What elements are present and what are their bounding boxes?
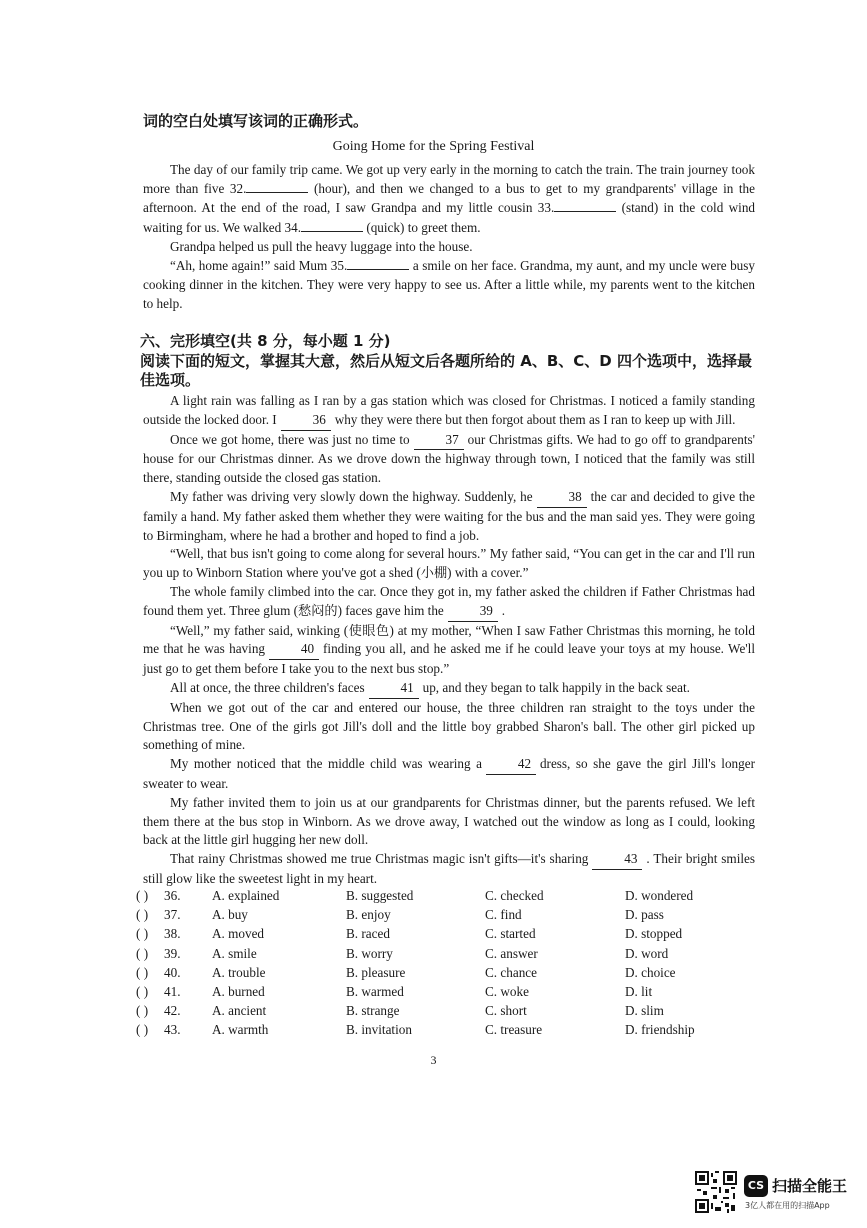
- scanner-app-tagline: 3亿人都在用的扫描App: [745, 1201, 830, 1210]
- option-c[interactable]: C. chance: [485, 964, 537, 980]
- question-number: 39.: [164, 945, 181, 961]
- option-a[interactable]: A. moved: [212, 926, 265, 942]
- qr-code-icon: [695, 1171, 737, 1213]
- cloze-blank-40[interactable]: 40: [269, 640, 319, 660]
- cloze-paragraph: “Well, that bus isn't going to come along for several hours.” My father said, “You can get in the car and I'll run you up to Winborn Station where you've got a shed (小棚) with a cover.”: [143, 546, 755, 581]
- cloze-blank-42[interactable]: 42: [486, 755, 536, 775]
- option-c[interactable]: C. answer: [485, 945, 538, 961]
- option-b[interactable]: B. pleasure: [346, 964, 406, 980]
- cloze-paragraph: The whole family climbed into the car. Once they got in, my father asked the children if Father Christmas had found them yet. Three glum (愁闷的) faces gave him the 39 .: [143, 583, 755, 622]
- passage1-paragraph: Grandpa helped us pull the heavy luggage into the house.: [170, 238, 473, 254]
- passage1-paragraph: The day of our family trip came. We got up very early in the morning to catch the train. The train journey took more than five 32. (hour), and then we changed to a bus to get to my grandparents' village in the afternoon. At the end of the road, I saw Grandpa and my little cousin 33. (stand) in the cold wind waiting for us. We walked 34. (quick) to greet them.: [143, 162, 756, 235]
- option-b[interactable]: B. invitation: [346, 1022, 412, 1038]
- option-a[interactable]: A. ancient: [212, 1003, 267, 1019]
- cloze-paragraph: That rainy Christmas showed me true Christmas magic isn't gifts—it's sharing 43 . Their bright smiles still glow like the sweetest light in my heart.: [143, 851, 756, 886]
- option-d[interactable]: D. friendship: [625, 1022, 695, 1038]
- question-number: 38.: [164, 926, 181, 942]
- section6-instruction: 阅读下面的短文，掌握其大意，然后从短文后各题所给的 A、B、C、D 四个选项中，选择最佳选项。: [140, 352, 752, 389]
- option-c[interactable]: C. started: [485, 926, 536, 942]
- option-row-37: [136, 905, 776, 924]
- option-d[interactable]: D. slim: [625, 1003, 664, 1019]
- option-a[interactable]: A. warmth: [212, 1022, 269, 1038]
- answer-bracket[interactable]: ( ): [136, 983, 149, 999]
- fill-blank-35[interactable]: [347, 269, 409, 270]
- fill-blank-34[interactable]: [301, 231, 363, 232]
- option-a[interactable]: A. explained: [212, 888, 280, 903]
- option-row-38: [136, 924, 776, 943]
- option-row-42: [136, 1001, 776, 1020]
- option-b[interactable]: B. raced: [346, 926, 390, 942]
- question-number: 36.: [164, 888, 181, 903]
- option-a[interactable]: A. burned: [212, 983, 265, 999]
- option-d[interactable]: D. choice: [625, 964, 676, 980]
- answer-bracket[interactable]: ( ): [136, 1003, 149, 1019]
- question-number: 43.: [164, 1022, 181, 1038]
- option-row-39: [136, 944, 776, 963]
- answer-bracket[interactable]: ( ): [136, 1022, 149, 1038]
- question-number: 40.: [164, 964, 181, 980]
- option-c[interactable]: C. checked: [485, 888, 544, 903]
- cloze-blank-38[interactable]: 38: [537, 488, 587, 508]
- answer-options: [136, 886, 776, 1040]
- camscanner-logo-icon: CS: [744, 1175, 768, 1197]
- answer-bracket[interactable]: ( ): [136, 945, 149, 961]
- option-d[interactable]: D. wondered: [625, 888, 694, 903]
- passage1-paragraph: “Ah, home again!” said Mum 35. a smile on her face. Grandma, my aunt, and my uncle were busy cooking dinner in the kitchen. They were very happy to see us. After a little while, my parents went to the kitchen to help.: [143, 258, 755, 312]
- option-b[interactable]: B. strange: [346, 1003, 400, 1019]
- cloze-paragraph: My father invited them to join us at our grandparents for Christmas dinner, but the parents refused. We left them there at the bus stop in Winborn. As we drove away, I watched out the window as long as I could, looking back at the little girl hugging her new doll.: [143, 794, 755, 848]
- passage1: [143, 160, 755, 314]
- option-c[interactable]: C. short: [485, 1003, 527, 1019]
- option-row-43: [136, 1020, 776, 1039]
- option-d[interactable]: D. word: [625, 945, 669, 961]
- option-d[interactable]: D. lit: [625, 983, 653, 999]
- option-a[interactable]: A. smile: [212, 945, 257, 961]
- fill-blank-32[interactable]: [246, 192, 308, 193]
- option-row-41: [136, 982, 776, 1001]
- option-c[interactable]: C. treasure: [485, 1022, 543, 1038]
- scanner-app-name: 扫描全能王: [772, 1177, 848, 1195]
- question-number: 42.: [164, 1003, 181, 1019]
- option-d[interactable]: D. stopped: [625, 926, 683, 942]
- cloze-paragraph: A light rain was falling as I ran by a gas station which was closed for Christmas. I noticed a family standing outside the locked door. I 36 why they were there but then forgot about them as I ran to keep up with Jill.: [143, 392, 755, 431]
- cloze-paragraph: My mother noticed that the middle child was wearing a 42 dress, so she gave the girl Jill's longer sweater to wear.: [143, 756, 755, 791]
- option-b[interactable]: B. warmed: [346, 983, 404, 999]
- option-row-40: [136, 963, 776, 982]
- cloze-paragraph: Once we got home, there was just no time to 37 our Christmas gifts. We had to go off to grandparents' house for our Christmas dinner. As we drove down the highway through town, I noticed that the family was still there, standing outside the closed gas station.: [143, 431, 755, 486]
- cloze-paragraph: My father was driving very slowly down the highway. Suddenly, he 38 the car and decided to give the family a hand. My father asked them whether they were waiting for the bus and the man said yes. They were going to Birmingham, where he had a brother and hoped to find a job.: [143, 488, 755, 543]
- option-row-36: [136, 886, 776, 905]
- cloze-passage: [143, 392, 755, 889]
- question-number: 37.: [164, 907, 181, 923]
- cloze-blank-43[interactable]: 43: [592, 850, 642, 870]
- option-a[interactable]: A. trouble: [212, 964, 266, 980]
- cloze-blank-39[interactable]: 39: [448, 602, 498, 622]
- option-b[interactable]: B. suggested: [346, 888, 414, 903]
- section5-instruction-tail: 词的空白处填写该词的正确形式。: [143, 112, 369, 130]
- option-d[interactable]: D. pass: [625, 907, 664, 923]
- cloze-blank-41[interactable]: 41: [369, 679, 419, 699]
- fill-blank-33[interactable]: [554, 211, 616, 212]
- option-c[interactable]: C. find: [485, 907, 522, 923]
- option-c[interactable]: C. woke: [485, 983, 529, 999]
- option-b[interactable]: B. enjoy: [346, 907, 391, 923]
- cloze-blank-36[interactable]: 36: [281, 411, 331, 431]
- page-number: 3: [430, 1053, 437, 1067]
- passage1-title: Going Home for the Spring Festival: [332, 139, 535, 154]
- answer-bracket[interactable]: ( ): [136, 888, 149, 903]
- option-a[interactable]: A. buy: [212, 907, 248, 923]
- section6-heading: 六、完形填空(共 8 分，每小题 1 分): [140, 332, 391, 350]
- question-number: 41.: [164, 983, 181, 999]
- cloze-paragraph: “Well,” my father said, winking (使眼色) at my mother, “When I saw Father Christmas this morning, he told me that he was having 40 finding you all, and he asked me if he could leave your toys at my house. We'll just go to get them before I take you to the next bus stop.”: [143, 622, 755, 677]
- answer-bracket[interactable]: ( ): [136, 907, 149, 923]
- answer-bracket[interactable]: ( ): [136, 926, 149, 942]
- option-b[interactable]: B. worry: [346, 945, 393, 961]
- cloze-blank-37[interactable]: 37: [414, 431, 464, 451]
- cloze-paragraph: All at once, the three children's faces 41 up, and they began to talk happily in the back seat.: [143, 679, 755, 699]
- cloze-paragraph: When we got out of the car and entered our house, the three children ran straight to the toys under the Christmas tree. One of the girls got Jill's doll and the little boy grabbed Sharon's ball. The other girl picked up something of mine.: [143, 699, 755, 753]
- answer-bracket[interactable]: ( ): [136, 964, 149, 980]
